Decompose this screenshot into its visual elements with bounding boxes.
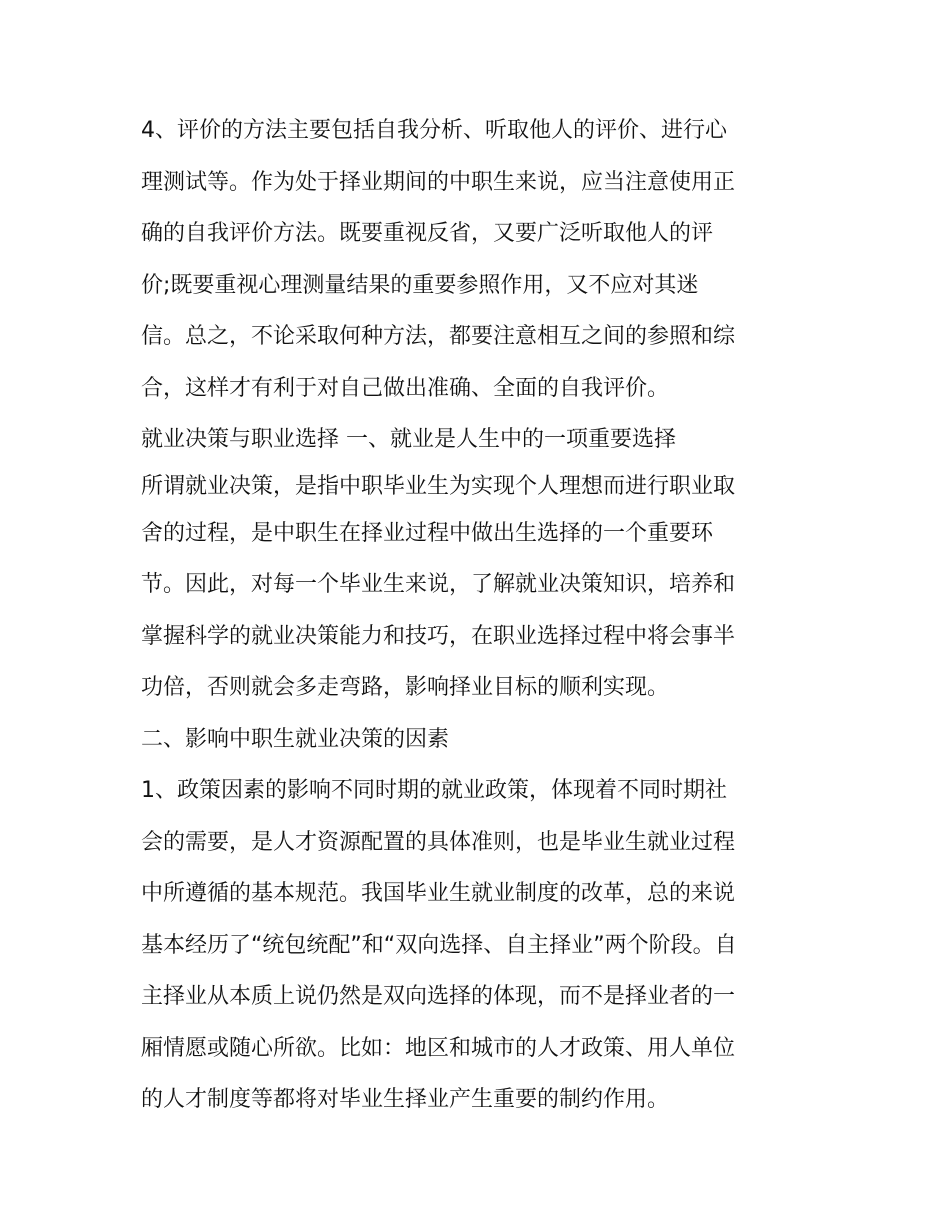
section-heading: 就业决策与职业选择 一、就业是人生中的一项重要选择 <box>141 427 676 452</box>
text-line: 确的自我评价方法。既要重视反省，又要广泛听取他人的评 <box>141 221 714 246</box>
text-line: 主择业从本质上说仍然是双向选择的体现，而不是择业者的一 <box>141 984 736 1009</box>
text-line: 舍的过程，是中职生在择业过程中做出生选择的一个重要环 <box>141 520 714 546</box>
text-line: 的人才制度等都将对毕业生择业产生重要的制约作用。 <box>141 1087 670 1112</box>
section-heading: 二、影响中职生就业决策的因素 <box>141 726 450 752</box>
text-line: 信。总之，不论采取何种方法，都要注意相互之间的参照和综 <box>141 324 736 349</box>
text-line: 所谓就业决策，是指中职毕业生为实现个人理想而进行职业取 <box>141 473 736 499</box>
text-line: 价;既要重视心理测量结果的重要参照作用，又不应对其迷 <box>141 272 699 298</box>
text-line: 理测试等。作为处于择业期间的中职生来说，应当注意使用正 <box>141 169 736 195</box>
text-line: 节。因此，对每一个毕业生来说，了解就业决策知识，培养和 <box>141 572 736 597</box>
text-line: 厢情愿或随心所欲。比如：地区和城市的人才政策、用人单位 <box>141 1035 736 1061</box>
text-line: 合，这样才有利于对自己做出准确、全面的自我评价。 <box>141 375 670 401</box>
text-line: 功倍，否则就会多走弯路，影响择业目标的顺利实现。 <box>141 675 670 700</box>
text-line: 会的需要，是人才资源配置的具体准则，也是毕业生就业过程 <box>141 829 736 855</box>
text-line: 1、政策因素的影响不同时期的就业政策，体现着不同时期社 <box>141 778 727 803</box>
text-line: 掌握科学的就业决策能力和技巧，在职业选择过程中将会事半 <box>141 623 736 649</box>
text-line: 基本经历了“统包统配”和“双向选择、自主择业”两个阶段。自 <box>141 932 737 958</box>
text-line: 4、评价的方法主要包括自我分析、听取他人的评价、进行心 <box>141 118 727 143</box>
document-body <box>141 105 821 1126</box>
text-line: 中所遵循的基本规范。我国毕业生就业制度的改革，总的来说 <box>141 881 736 906</box>
